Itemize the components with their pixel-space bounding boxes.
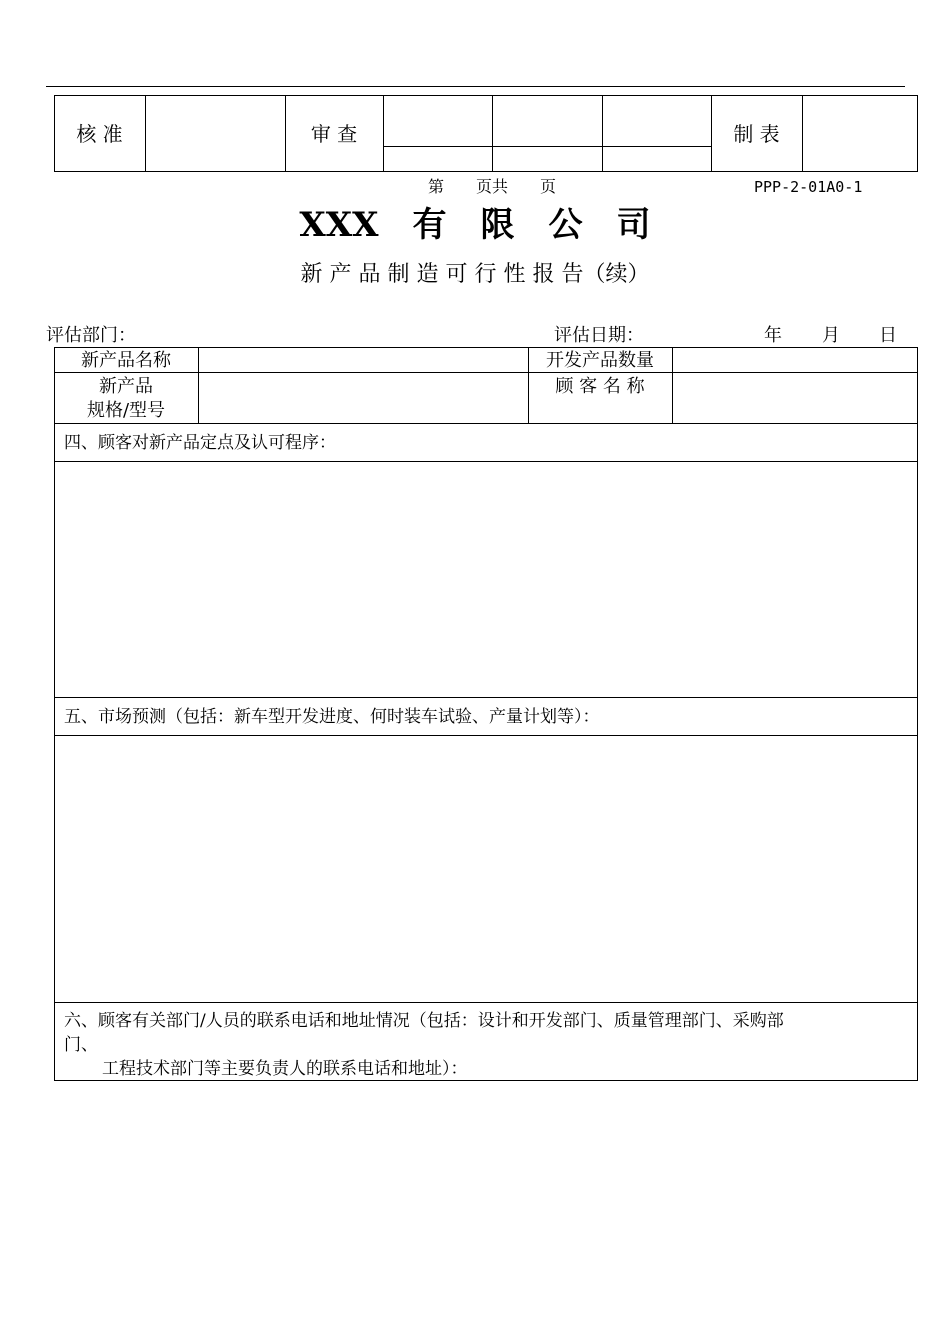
eval-day-label: 日 (879, 325, 897, 346)
section-4-content-area[interactable] (55, 462, 916, 696)
product-name-label: 新产品名称 (81, 350, 171, 371)
section-5-title: 五、市场预测（包括：新车型开发进度、何时装车试验、产量计划等）： (64, 707, 600, 727)
eval-date-label: 评估日期： (554, 325, 644, 346)
product-quantity-label: 开发产品数量 (546, 350, 654, 371)
eval-dept-label: 评估部门： (46, 325, 136, 346)
eval-year-label: 年 (764, 325, 782, 346)
product-spec-label-line1: 新产品 (99, 376, 153, 397)
prepare-label: 制 表 (733, 122, 780, 146)
page-number-text: 第 页共 页 (428, 177, 557, 196)
form-code: PPP-2-01A0-1 (754, 178, 863, 196)
customer-name-field[interactable] (673, 373, 916, 422)
review-label: 审 查 (310, 122, 358, 146)
section-4-title: 四、顾客对新产品定点及认可程序： (64, 433, 336, 453)
product-name-field[interactable] (199, 348, 527, 371)
section-6-title-line3: 工程技术部门等主要负责人的联系电话和地址）： (102, 1059, 468, 1079)
review-signature-field-1[interactable] (384, 96, 491, 145)
product-spec-label-line2: 规格/型号 (86, 400, 166, 421)
section-6-title-line2: 门、 (64, 1035, 98, 1055)
review-signature-field-2[interactable] (493, 96, 601, 145)
approval-bottom-border (54, 171, 918, 172)
product-spec-field[interactable] (199, 373, 527, 422)
company-title: XXX 有 限 公 司 (299, 205, 651, 245)
product-quantity-field[interactable] (673, 348, 916, 371)
eval-month-label: 月 (822, 325, 840, 346)
approve-label: 核 准 (76, 122, 123, 146)
customer-name-label: 顾 客 名 称 (555, 376, 645, 397)
approve-signature-field[interactable] (146, 96, 284, 171)
approval-inner-divider (383, 146, 711, 147)
prepare-signature-field[interactable] (803, 96, 916, 171)
section-6-title-line1: 六、顾客有关部门/人员的联系电话和地址情况（包括：设计和开发部门、质量管理部门、采购部 (64, 1011, 784, 1031)
review-signature-field-3[interactable] (603, 96, 710, 145)
section-5-content-area[interactable] (55, 736, 916, 1001)
report-title: 新 产 品 制 造 可 行 性 报 告（续） (300, 262, 650, 287)
top-rule (46, 86, 905, 87)
